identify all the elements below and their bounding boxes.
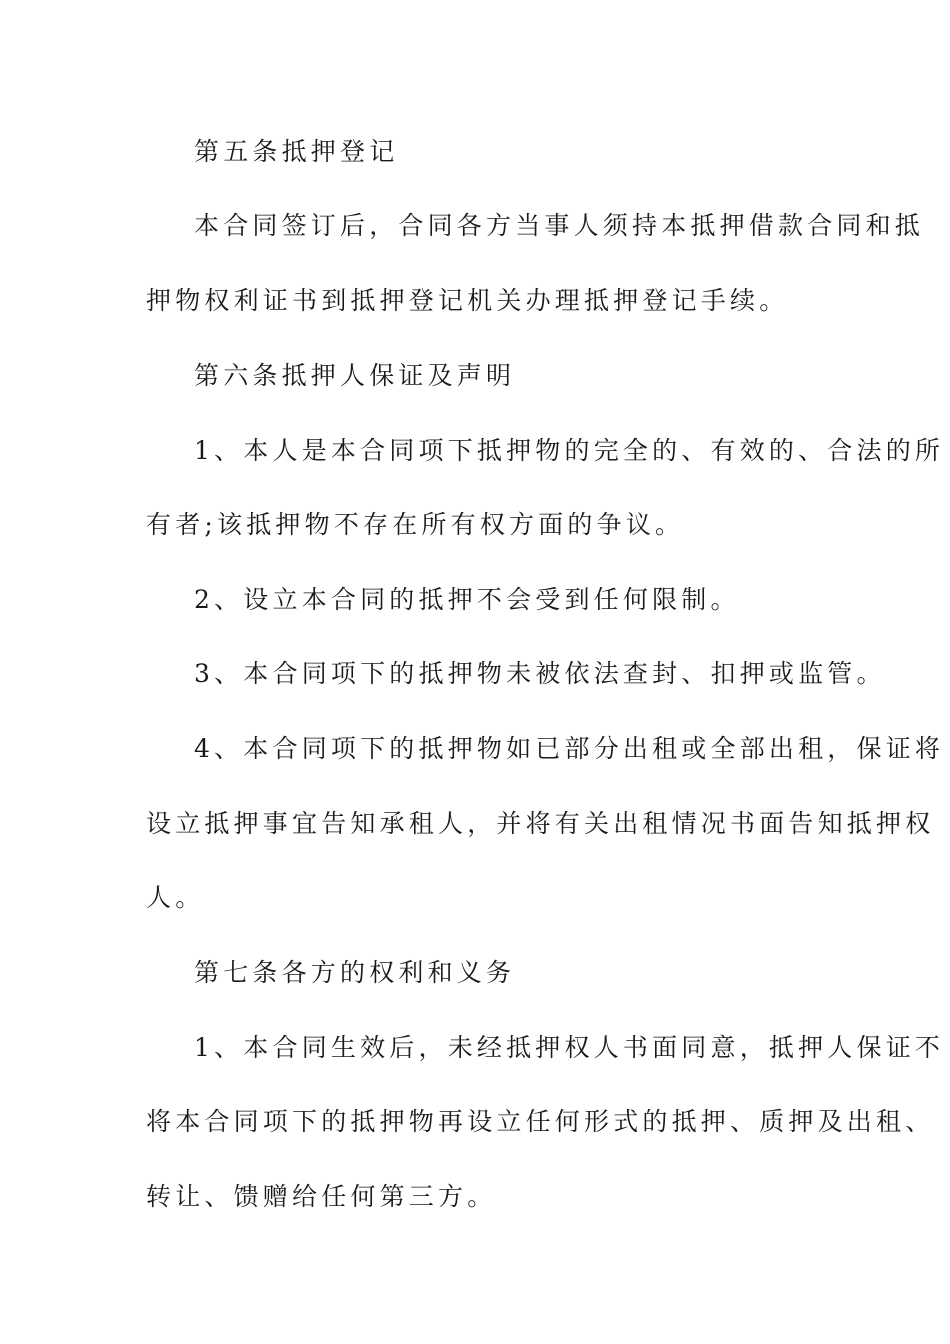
paragraph-line: 将本合同项下的抵押物再设立任何形式的抵押、质押及出租、 (146, 1107, 935, 1136)
heading-article-7: 第七条各方的权利和义务 (194, 958, 516, 987)
paragraph-line: 押物权利证书到抵押登记机关办理抵押登记手续。 (146, 286, 789, 315)
paragraph-line: 3、本合同项下的抵押物未被依法查封、扣押或监管。 (194, 659, 886, 688)
heading-article-6: 第六条抵押人保证及声明 (194, 361, 516, 390)
paragraph-line: 人。 (146, 883, 205, 912)
paragraph-line: 4、本合同项下的抵押物如已部分出租或全部出租，保证将 (194, 734, 945, 763)
paragraph-line: 1、本人是本合同项下抵押物的完全的、有效的、合法的所 (194, 436, 945, 465)
paragraph-line: 转让、馈赠给任何第三方。 (146, 1182, 497, 1211)
heading-article-5: 第五条抵押登记 (194, 137, 399, 166)
paragraph-line: 2、设立本合同的抵押不会受到任何限制。 (194, 585, 740, 614)
paragraph-line: 有者;该抵押物不存在所有权方面的争议。 (146, 510, 685, 539)
paragraph-line: 1、本合同生效后，未经抵押权人书面同意，抵押人保证不 (194, 1033, 945, 1062)
paragraph-line: 设立抵押事宜告知承租人，并将有关出租情况书面告知抵押权 (146, 809, 935, 838)
paragraph-line: 本合同签订后，合同各方当事人须持本抵押借款合同和抵 (194, 211, 925, 240)
